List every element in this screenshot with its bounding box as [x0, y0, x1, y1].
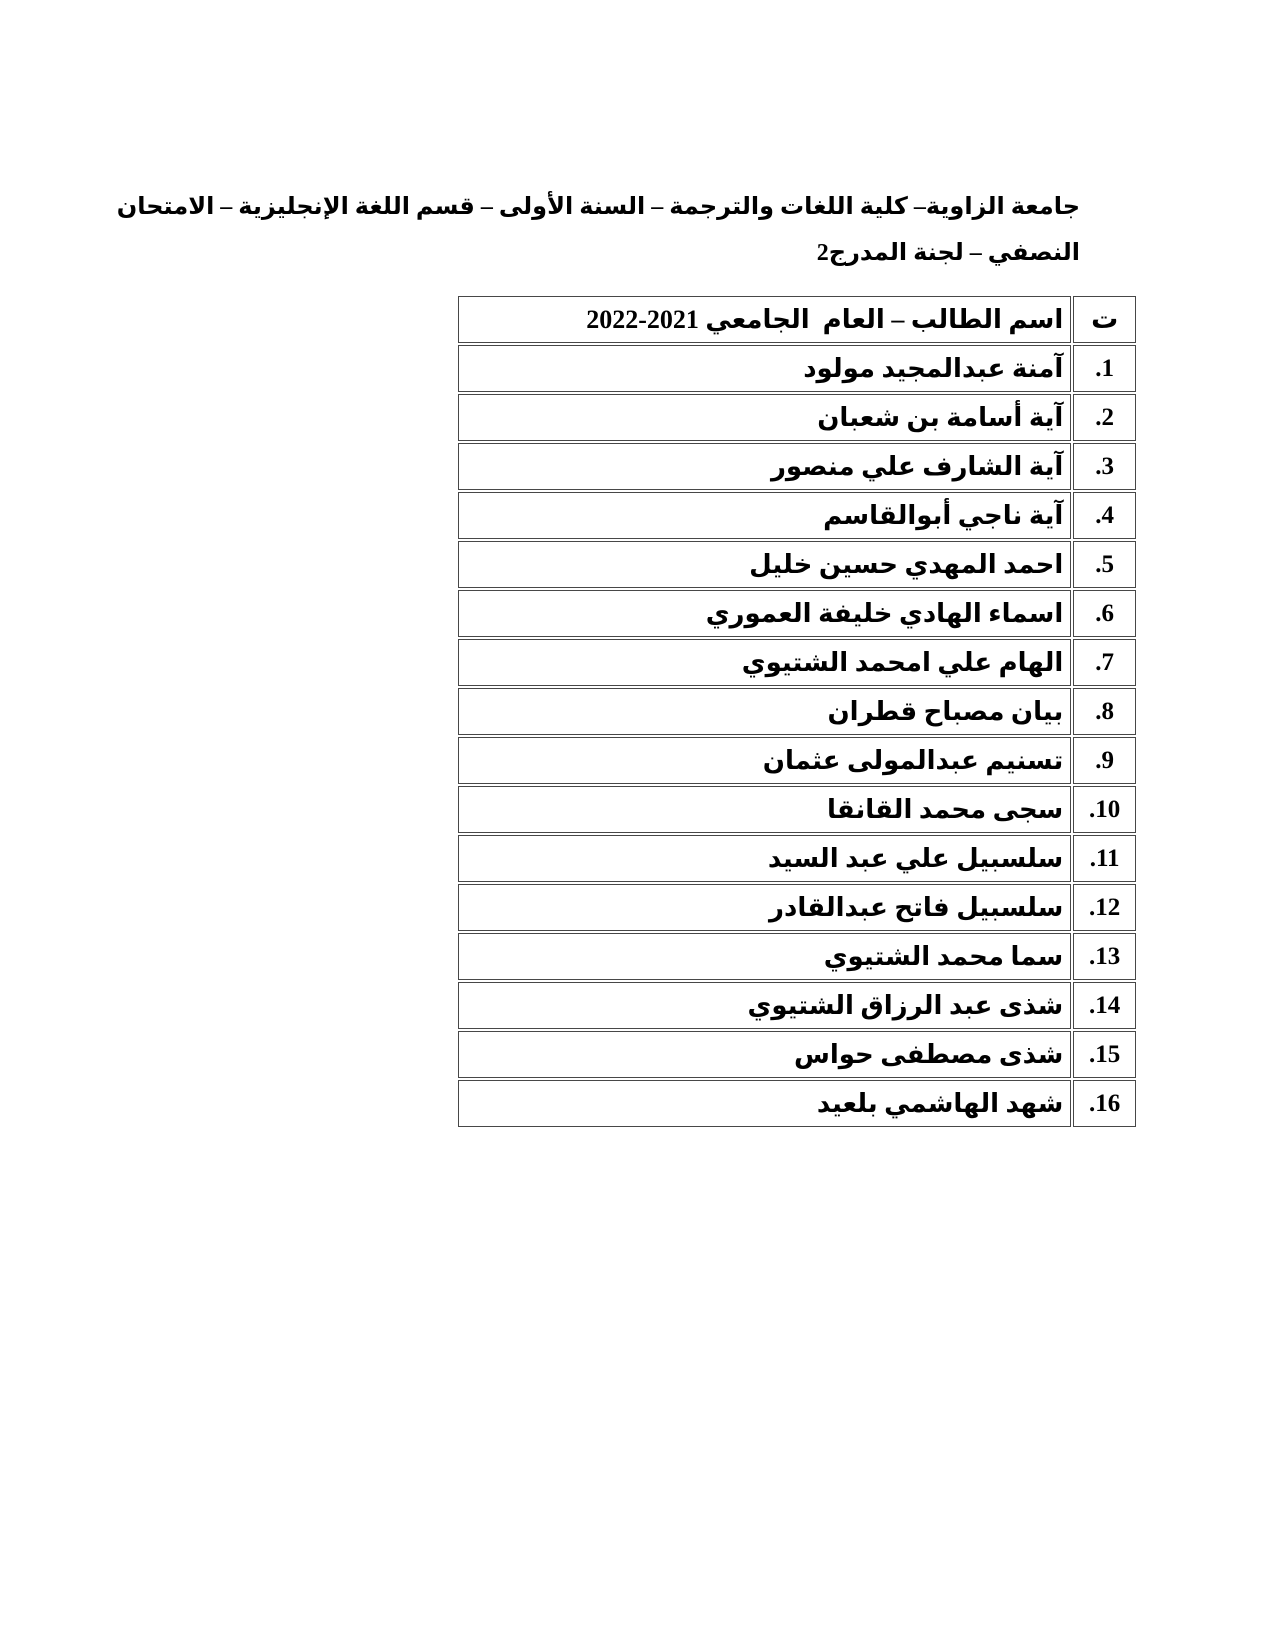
row-number-cell: 11.	[1073, 835, 1136, 882]
row-number-cell: 12.	[1073, 884, 1136, 931]
student-name-cell: آمنة عبدالمجيد مولود	[458, 345, 1071, 392]
student-name-cell: الهام علي امحمد الشتيوي	[458, 639, 1071, 686]
student-name-cell: آية أسامة بن شعبان	[458, 394, 1071, 441]
student-name-cell: سلسبيل فاتح عبدالقادر	[458, 884, 1071, 931]
student-name-cell: سجى محمد القانقا	[458, 786, 1071, 833]
row-number-cell: 4.	[1073, 492, 1136, 539]
row-number-cell: 16.	[1073, 1080, 1136, 1127]
row-number-cell: 6.	[1073, 590, 1136, 637]
row-number-cell: 2.	[1073, 394, 1136, 441]
student-name-cell: تسنيم عبدالمولى عثمان	[458, 737, 1071, 784]
table-row	[458, 590, 1136, 637]
row-number-cell: 9.	[1073, 737, 1136, 784]
table-row	[458, 933, 1136, 980]
row-number-cell: 7.	[1073, 639, 1136, 686]
row-number-cell: 15.	[1073, 1031, 1136, 1078]
student-name-cell: شهد الهاشمي بلعيد	[458, 1080, 1071, 1127]
table-row	[458, 345, 1136, 392]
student-name-cell: سما محمد الشتيوي	[458, 933, 1071, 980]
row-number-cell: 13.	[1073, 933, 1136, 980]
table-row	[458, 737, 1136, 784]
table-row	[458, 394, 1136, 441]
table-row	[458, 786, 1136, 833]
table-row	[458, 884, 1136, 931]
row-number-cell: 5.	[1073, 541, 1136, 588]
row-number-cell: 1.	[1073, 345, 1136, 392]
column-header-index: ت	[1073, 296, 1136, 343]
student-name-cell: آية الشارف علي منصور	[458, 443, 1071, 490]
table-row	[458, 688, 1136, 735]
student-name-cell: شذى عبد الرزاق الشتيوي	[458, 982, 1071, 1029]
row-number-cell: 14.	[1073, 982, 1136, 1029]
student-name-cell: سلسبيل علي عبد السيد	[458, 835, 1071, 882]
table-row	[458, 492, 1136, 539]
students-table	[456, 294, 1138, 1129]
table-row	[458, 541, 1136, 588]
row-number-cell: 10.	[1073, 786, 1136, 833]
student-name-cell: شذى مصطفى حواس	[458, 1031, 1071, 1078]
table-row	[458, 639, 1136, 686]
student-name-cell: احمد المهدي حسين خليل	[458, 541, 1071, 588]
header-line-1: جامعة الزاوية– كلية اللغات والترجمة – السنة الأولى – قسم اللغة الإنجليزية – الامتحان	[116, 194, 1080, 220]
student-name-cell: اسماء الهادي خليفة العموري	[458, 590, 1071, 637]
header-line-2: النصفي – لجنة المدرج2	[816, 240, 1080, 266]
row-number-cell: 3.	[1073, 443, 1136, 490]
table-row	[458, 835, 1136, 882]
table-header-row	[458, 296, 1136, 343]
table-row	[458, 443, 1136, 490]
table-row	[458, 982, 1136, 1029]
document-header	[90, 184, 1080, 276]
column-header-name: اسم الطالب – العام الجامعي 2021-2022	[458, 296, 1071, 343]
student-name-cell: آية ناجي أبوالقاسم	[458, 492, 1071, 539]
student-name-cell: بيان مصباح قطران	[458, 688, 1071, 735]
table-row	[458, 1031, 1136, 1078]
row-number-cell: 8.	[1073, 688, 1136, 735]
table-row	[458, 1080, 1136, 1127]
